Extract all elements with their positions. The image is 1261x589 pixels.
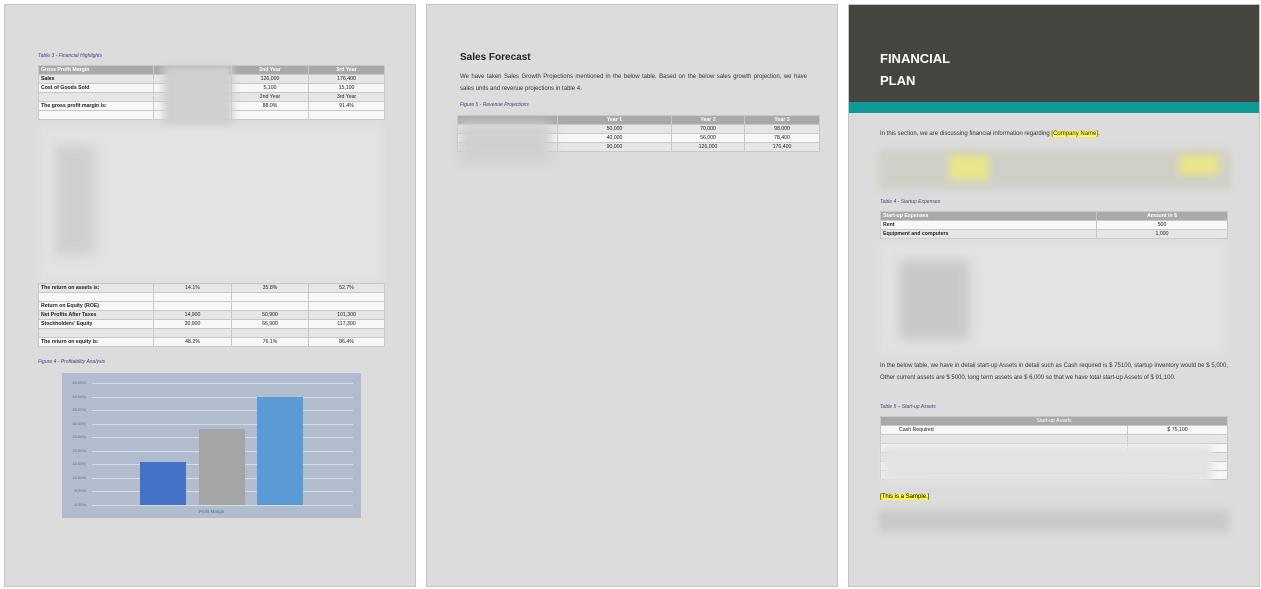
company-name-placeholder: [Company Name] bbox=[1051, 131, 1099, 137]
table-cell: 30,900 bbox=[154, 320, 232, 329]
table-cell bbox=[39, 111, 154, 120]
chart-y-tick-label: 30.00% bbox=[72, 420, 86, 426]
chart-y-tick-label: 45.00% bbox=[72, 380, 86, 385]
intro-text: In this section, we are discussing financial information regarding bbox=[880, 131, 1052, 137]
table-cell: 15,100 bbox=[309, 84, 385, 93]
document-page-1 bbox=[4, 4, 416, 587]
table-cell: Return on Equity (ROE) bbox=[39, 302, 154, 311]
blurred-cell-region bbox=[163, 65, 233, 127]
table-cell: Year 3 bbox=[745, 116, 820, 125]
table-cell: 86.4% bbox=[309, 338, 385, 347]
chart-y-tick-label: 0.00% bbox=[74, 502, 86, 507]
table-cell bbox=[39, 329, 154, 338]
table-cell bbox=[154, 302, 232, 311]
intro-paragraph bbox=[880, 128, 1240, 140]
table-cell bbox=[39, 93, 154, 102]
blurred-assets-rows bbox=[882, 445, 1212, 483]
document-page-2 bbox=[426, 4, 838, 587]
profitability-chart bbox=[62, 373, 361, 518]
table-header-row bbox=[881, 417, 1228, 426]
chart-gridline bbox=[92, 383, 353, 384]
table-cell: 66,900 bbox=[232, 320, 309, 329]
table-cell: Cost of Goods Sold bbox=[39, 84, 154, 93]
table-cell bbox=[309, 111, 385, 120]
chart-bar bbox=[199, 429, 245, 505]
figure4-caption: Figure 4 - Profitability Analysis bbox=[38, 359, 106, 365]
table-cell: Net Profits After Taxes bbox=[39, 311, 154, 320]
blurred-shape bbox=[55, 145, 95, 255]
table-cell: Cash Required bbox=[881, 426, 1128, 435]
table-cell bbox=[39, 293, 154, 302]
table-row bbox=[881, 221, 1228, 230]
table-cell: Amount in $ bbox=[1097, 212, 1228, 221]
table-cell: 50,900 bbox=[232, 311, 309, 320]
table4-caption: Table 4 - Startup Expenses bbox=[880, 199, 941, 205]
table-cell: 126,000 bbox=[672, 143, 745, 152]
table-header-cell: Start-up Assets bbox=[881, 417, 1228, 426]
table-cell bbox=[232, 111, 309, 120]
return-ratios-table bbox=[38, 283, 385, 347]
table-row bbox=[881, 435, 1228, 444]
table-cell bbox=[881, 435, 1128, 444]
figure5-caption: Figure 5 - Revenue Projections bbox=[460, 102, 529, 108]
table-cell: 35.8% bbox=[232, 284, 309, 293]
chart-bar bbox=[140, 462, 186, 505]
table-row bbox=[881, 230, 1228, 239]
table-cell: 176,400 bbox=[309, 75, 385, 84]
table-cell: The return on equity is: bbox=[39, 338, 154, 347]
chart-y-tick-label: 5.00% bbox=[74, 488, 86, 494]
section-banner bbox=[849, 5, 1260, 102]
banner-title-line2: PLAN bbox=[880, 73, 916, 88]
table-cell: $ 75,100 bbox=[1128, 426, 1228, 435]
table-row bbox=[881, 212, 1228, 221]
table-cell: 117,300 bbox=[309, 320, 385, 329]
table-row bbox=[881, 426, 1228, 435]
table-cell: 56,000 bbox=[672, 134, 745, 143]
table-cell: 176,400 bbox=[745, 143, 820, 152]
table-cell: Year 2 bbox=[672, 116, 745, 125]
sample-note: [This is a Sample.] bbox=[880, 494, 930, 500]
chart-gridline bbox=[92, 410, 353, 411]
table3-caption: Table 3 - Financial Highlights bbox=[38, 53, 103, 59]
table-row bbox=[39, 311, 385, 320]
table-cell: 2nd Year bbox=[232, 66, 309, 75]
document-page-3 bbox=[848, 4, 1260, 587]
table-cell: 3rd Year bbox=[309, 66, 385, 75]
table-row bbox=[39, 302, 385, 311]
table-cell: 88.0% bbox=[232, 102, 309, 111]
table-cell: 50,000 bbox=[558, 125, 672, 134]
banner-accent-stripe bbox=[849, 102, 1260, 113]
chart-y-tick-label: 20.00% bbox=[72, 447, 86, 453]
table-cell bbox=[309, 302, 385, 311]
table-cell bbox=[154, 293, 232, 302]
blurred-highlight bbox=[1179, 155, 1219, 175]
table-row bbox=[39, 284, 385, 293]
section-title: Sales Forecast bbox=[460, 52, 531, 63]
blurred-shape bbox=[899, 260, 969, 340]
table-cell bbox=[232, 293, 309, 302]
table-cell: 40,000 bbox=[558, 134, 672, 143]
chart-y-tick-label: 10.00% bbox=[72, 474, 86, 480]
table-cell: Rent bbox=[881, 221, 1097, 230]
table-cell: 78,400 bbox=[745, 134, 820, 143]
table-cell: Start-up Expenses bbox=[881, 212, 1097, 221]
blurred-row-labels bbox=[459, 122, 551, 162]
blurred-footer-text bbox=[879, 510, 1229, 532]
table5-caption: Table 5 – Start-up Assets bbox=[880, 404, 936, 410]
table-cell: Equipment and computers bbox=[881, 230, 1097, 239]
chart-x-label: Profit Margin bbox=[198, 509, 225, 514]
table-cell: The gross profit margin is: bbox=[39, 102, 154, 111]
table-cell bbox=[232, 302, 309, 311]
table-cell: 500 bbox=[1097, 221, 1228, 230]
table-cell bbox=[309, 293, 385, 302]
table-row bbox=[39, 293, 385, 302]
table-cell: 48.2% bbox=[154, 338, 232, 347]
table-row bbox=[39, 320, 385, 329]
blurred-highlight bbox=[949, 155, 989, 180]
assets-paragraph: In the below table, we have in detail start-up Assets in detail such as Cash required is $ 75100, startup inventory would be $ 5,000, Other current assets are $ 5000, long term assets are $ 6,000 so that we have total start-up Assets of $ 91,100. bbox=[880, 363, 1228, 381]
table-cell: Gross Profit Margin bbox=[39, 66, 154, 75]
chart-y-tick-label: 40.00% bbox=[72, 393, 86, 399]
intro-suffix: . bbox=[1098, 131, 1100, 137]
chart-y-tick-label: 35.00% bbox=[72, 407, 86, 413]
table-cell bbox=[154, 329, 232, 338]
sales-paragraph: We have taken Sales Growth Projections mentioned in the below table. Based on the below sales growth projection, we have sales units and revenue projections in table 4. bbox=[460, 74, 807, 92]
table-cell: 52.7% bbox=[309, 284, 385, 293]
chart-gridline bbox=[92, 505, 353, 506]
chart-y-tick-label: 15.00% bbox=[72, 461, 86, 467]
table-cell: 98,000 bbox=[745, 125, 820, 134]
table-row bbox=[39, 329, 385, 338]
table-cell: Stockholders' Equity bbox=[39, 320, 154, 329]
table-cell: The return on assets is: bbox=[39, 284, 154, 293]
chart-bar bbox=[257, 397, 303, 505]
table-cell: 76.1% bbox=[232, 338, 309, 347]
table-cell bbox=[309, 329, 385, 338]
table-cell: 14,900 bbox=[154, 311, 232, 320]
chart-gridline bbox=[92, 424, 353, 425]
table-cell: 126,000 bbox=[232, 75, 309, 84]
table-cell: Sales bbox=[39, 75, 154, 84]
table-cell: Year 1 bbox=[558, 116, 672, 125]
table-cell: 5,100 bbox=[232, 84, 309, 93]
banner-title-line1: FINANCIAL bbox=[880, 51, 951, 66]
table-cell: 91.4% bbox=[309, 102, 385, 111]
table-cell: 1,000 bbox=[1097, 230, 1228, 239]
table-cell: 2nd Year bbox=[232, 93, 309, 102]
chart-gridline bbox=[92, 397, 353, 398]
table-cell: 14.1% bbox=[154, 284, 232, 293]
table-row bbox=[39, 338, 385, 347]
table-cell: 70,000 bbox=[672, 125, 745, 134]
startup-expenses-table bbox=[880, 211, 1228, 239]
table-cell: 3rd Year bbox=[309, 93, 385, 102]
chart-y-tick-label: 25.00% bbox=[72, 434, 86, 440]
table-cell: 90,000 bbox=[558, 143, 672, 152]
table-cell: 101,300 bbox=[309, 311, 385, 320]
table-cell bbox=[1128, 435, 1228, 444]
table-cell bbox=[232, 329, 309, 338]
